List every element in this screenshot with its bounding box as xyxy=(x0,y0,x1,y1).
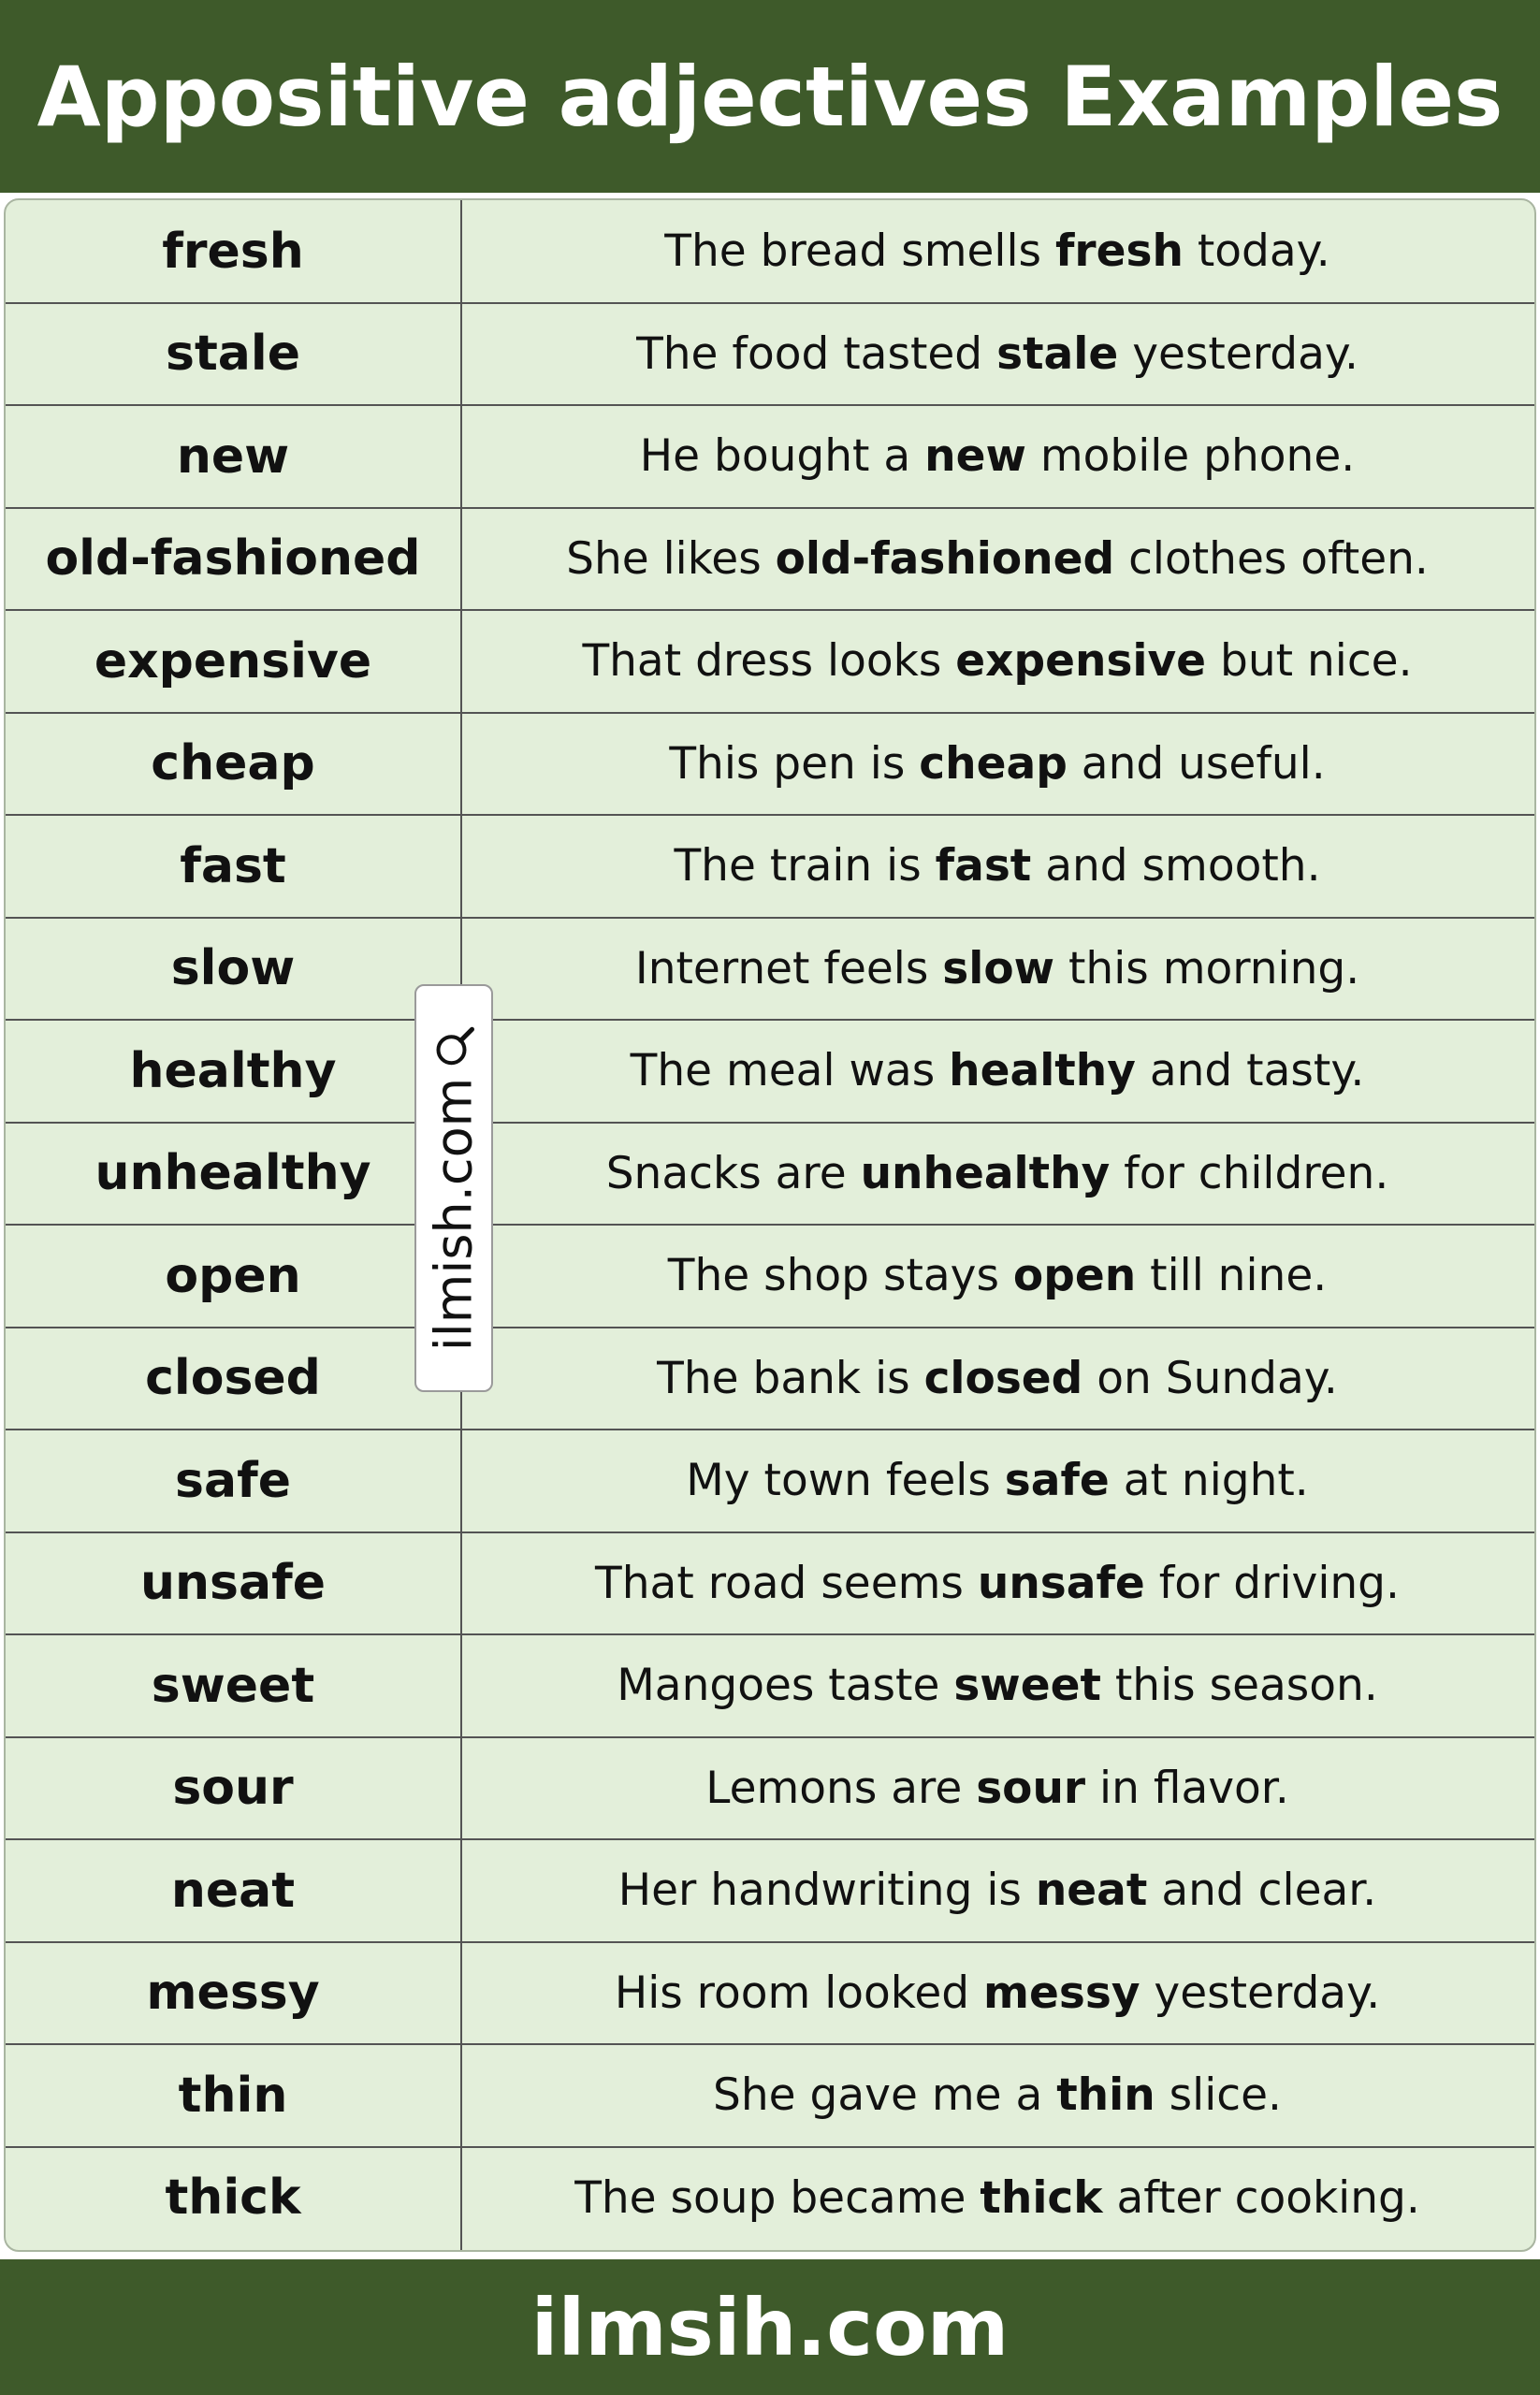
sentence-adjective: unhealthy xyxy=(860,1147,1111,1199)
example-sentence-cell xyxy=(460,1532,1534,1635)
sentence-text-after: yesterday. xyxy=(1118,327,1358,380)
sentence-adjective: messy xyxy=(983,1967,1140,2019)
example-sentence-cell xyxy=(460,405,1534,508)
sentence-adjective: neat xyxy=(1035,1865,1148,1917)
adjective-cell: sour xyxy=(172,1760,294,1817)
search-icon xyxy=(432,1025,475,1068)
sentence-text-before: This pen is xyxy=(669,737,920,790)
sentence-text-after: this morning. xyxy=(1054,942,1360,994)
sentence-adjective: new xyxy=(924,430,1026,483)
adjective-cell: healthy xyxy=(129,1042,337,1099)
example-sentence-cell xyxy=(460,1225,1534,1328)
example-sentence-cell xyxy=(460,1839,1534,1942)
sentence-text-after: for children. xyxy=(1110,1147,1389,1199)
sentence-adjective: slow xyxy=(942,942,1055,994)
sentence-text-after: slice. xyxy=(1155,2069,1282,2122)
adjective-cell: unhealthy xyxy=(94,1145,371,1202)
adjective-cell: thin xyxy=(178,2067,288,2124)
sentence-text-before: He bought a xyxy=(639,430,925,483)
sentence-text-before: That road seems xyxy=(595,1557,978,1609)
sentence-text-after: and tasty. xyxy=(1135,1045,1365,1097)
example-sentence-cell xyxy=(460,1430,1534,1532)
adjective-cell: old-fashioned xyxy=(45,530,421,588)
example-sentence-cell xyxy=(460,2147,1534,2250)
example-sentence-cell xyxy=(460,815,1534,918)
table-row xyxy=(6,1532,1534,1635)
sentence-text-before: His room looked xyxy=(614,1967,984,2019)
adjective-cell: sweet xyxy=(151,1657,315,1714)
sentence-adjective: fast xyxy=(935,840,1032,893)
example-sentence-cell xyxy=(460,2044,1534,2147)
table-row xyxy=(6,1020,1534,1123)
example-sentence-cell xyxy=(460,1737,1534,1840)
sentence-text-after: in flavor. xyxy=(1085,1762,1289,1814)
sentence-adjective: sour xyxy=(976,1762,1086,1814)
sentence-adjective: old-fashioned xyxy=(775,532,1115,585)
sentence-text-after: clothes often. xyxy=(1114,532,1429,585)
sentence-adjective: safe xyxy=(1004,1455,1110,1507)
example-sentence-cell xyxy=(460,1123,1534,1226)
sentence-text-before: Internet feels xyxy=(634,942,943,994)
example-sentence-cell xyxy=(460,1020,1534,1123)
sentence-text-before: Snacks are xyxy=(605,1147,861,1199)
adjective-cell: closed xyxy=(145,1350,321,1407)
sentence-text-after: but nice. xyxy=(1206,635,1413,688)
example-sentence-cell xyxy=(460,610,1534,713)
table-row xyxy=(6,2044,1534,2147)
sentence-adjective: healthy xyxy=(949,1045,1136,1097)
table-row xyxy=(6,1634,1534,1737)
adjective-cell: fresh xyxy=(162,223,304,280)
example-sentence-cell xyxy=(460,303,1534,406)
sentence-text-before: She likes xyxy=(566,532,776,585)
sentence-text-after: for driving. xyxy=(1144,1557,1400,1609)
sentence-text-after: till nine. xyxy=(1136,1250,1328,1302)
sentence-text-before: That dress looks xyxy=(582,635,956,688)
sentence-text-after: after cooking. xyxy=(1102,2171,1420,2224)
sentence-text-before: Her handwriting is xyxy=(617,1865,1036,1917)
sentence-text-after: mobile phone. xyxy=(1025,430,1356,483)
adjective-cell: slow xyxy=(170,940,296,997)
sentence-text-after: at night. xyxy=(1109,1455,1309,1507)
table-row xyxy=(6,2147,1534,2250)
example-sentence-cell xyxy=(460,1942,1534,2045)
sentence-text-before: Mangoes taste xyxy=(617,1660,954,1712)
sentence-adjective: thin xyxy=(1056,2069,1155,2122)
page-title: Appositive adjectives Examples xyxy=(36,48,1504,145)
example-sentence-cell xyxy=(460,1634,1534,1737)
table-row xyxy=(6,1225,1534,1328)
watermark-badge xyxy=(414,984,493,1392)
table-row xyxy=(6,713,1534,816)
table-row xyxy=(6,918,1534,1021)
sentence-adjective: stale xyxy=(996,327,1119,380)
table-row xyxy=(6,1123,1534,1226)
sentence-text-before: The meal was xyxy=(630,1045,950,1097)
adjective-cell: thick xyxy=(165,2170,301,2227)
table-row xyxy=(6,610,1534,713)
sentence-text-before: The bread smells xyxy=(664,225,1055,278)
sentence-text-after: and smooth. xyxy=(1031,840,1321,893)
sentence-text-before: The soup became xyxy=(574,2171,981,2224)
sentence-text-before: My town feels xyxy=(686,1455,1005,1507)
sentence-text-before: The food tasted xyxy=(636,327,997,380)
table-row xyxy=(6,303,1534,406)
table-row xyxy=(6,508,1534,611)
sentence-text-before: The bank is xyxy=(657,1352,924,1404)
sentence-text-after: today. xyxy=(1183,225,1330,278)
sentence-adjective: closed xyxy=(923,1352,1083,1404)
table-row xyxy=(6,1737,1534,1840)
table-row xyxy=(6,1430,1534,1532)
sentence-adjective: fresh xyxy=(1054,225,1184,278)
adjective-cell: safe xyxy=(175,1452,291,1509)
examples-table xyxy=(4,198,1536,2252)
table-row xyxy=(6,1839,1534,1942)
adjective-cell: unsafe xyxy=(140,1555,326,1612)
example-sentence-cell xyxy=(460,918,1534,1021)
adjective-cell: new xyxy=(176,428,290,485)
table-row xyxy=(6,1942,1534,2045)
sentence-text-before: The train is xyxy=(674,840,936,893)
table-row xyxy=(6,405,1534,508)
watermark-text: ilmish.com xyxy=(424,1077,484,1352)
sentence-adjective: unsafe xyxy=(977,1557,1145,1609)
sentence-adjective: cheap xyxy=(919,737,1068,790)
table-row xyxy=(6,200,1534,303)
example-sentence-cell xyxy=(460,1328,1534,1430)
example-sentence-cell xyxy=(460,713,1534,816)
adjective-cell: messy xyxy=(146,1965,320,2022)
sentence-text-after: and useful. xyxy=(1067,737,1326,790)
sentence-adjective: thick xyxy=(980,2171,1103,2224)
sentence-adjective: sweet xyxy=(953,1660,1101,1712)
table-row xyxy=(6,815,1534,918)
sentence-text-after: on Sunday. xyxy=(1082,1352,1338,1404)
sentence-text-after: yesterday. xyxy=(1140,1967,1381,2019)
sentence-text-before: She gave me a xyxy=(713,2069,1057,2122)
footer-banner xyxy=(0,2259,1540,2395)
adjective-cell: neat xyxy=(170,1862,296,1919)
sentence-adjective: open xyxy=(1012,1250,1137,1302)
adjective-cell: expensive xyxy=(94,632,372,689)
adjective-cell: cheap xyxy=(151,735,315,792)
sentence-adjective: expensive xyxy=(955,635,1207,688)
sentence-text-after: this season. xyxy=(1100,1660,1378,1712)
sentence-text-after: and clear. xyxy=(1147,1865,1377,1917)
header-banner xyxy=(0,0,1540,193)
sentence-text-before: The shop stays xyxy=(667,1250,1013,1302)
footer-site-name: ilmsih.com xyxy=(530,2281,1010,2373)
example-sentence-cell xyxy=(460,200,1534,303)
adjective-cell: stale xyxy=(166,326,300,383)
table-row xyxy=(6,1328,1534,1430)
adjective-cell: open xyxy=(165,1247,301,1304)
adjective-cell: fast xyxy=(180,837,286,894)
sentence-text-before: Lemons are xyxy=(705,1762,977,1814)
example-sentence-cell xyxy=(460,508,1534,611)
